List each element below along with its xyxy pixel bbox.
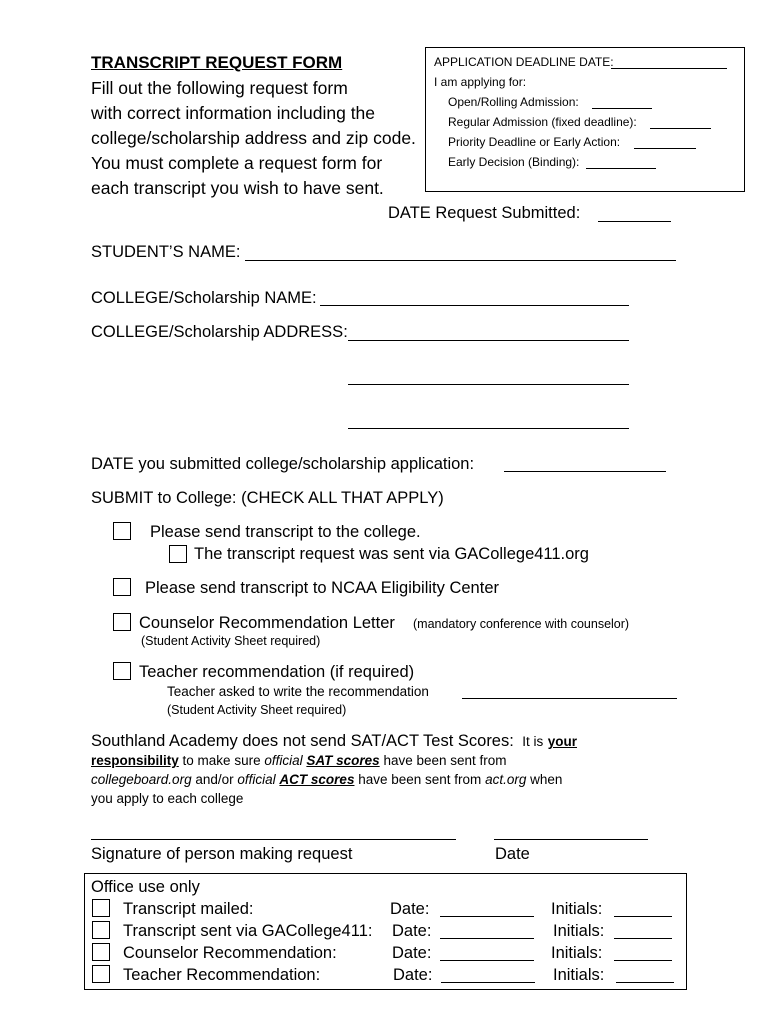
actorg-text: act.org [485,772,527,787]
scores-heading: Southland Academy does not send SAT/ACT Test Scores: [91,732,514,750]
office-row-date-label: Date: [390,900,430,918]
early-decision-label: Early Decision (Binding): [448,155,580,169]
instruction-line: You must complete a request form for [91,153,383,173]
signature-date-field[interactable] [494,839,648,840]
form-title: TRANSCRIPT REQUEST FORM [91,53,343,72]
submit-heading: SUBMIT to College: (CHECK ALL THAT APPLY) [91,489,444,507]
priority-deadline-label: Priority Deadline or Early Action: [448,135,621,149]
office-row-date-label: Date: [392,922,432,940]
signature-label: Signature of person making request [91,845,353,863]
deadline-label: APPLICATION DEADLINE DATE: [434,55,614,69]
college-address-label: COLLEGE/Scholarship ADDRESS: [91,323,348,341]
your-text: your [547,734,578,749]
counselor-sub: (Student Activity Sheet required) [141,634,321,648]
regular-admission-label: Regular Admission (fixed deadline): [448,115,637,129]
gacollege-checkbox[interactable] [169,545,187,563]
office-row-initials-field[interactable] [614,960,672,961]
instruction-line: Fill out the following request form [91,78,348,98]
teacher-name-field[interactable] [462,698,677,699]
instruction-line: college/scholarship address and zip code. [91,128,416,148]
send-college-checkbox[interactable] [113,522,131,540]
college-address-field-1[interactable] [348,340,629,341]
open-rolling-label: Open/Rolling Admission: [448,95,579,109]
regular-admission-field[interactable] [650,128,711,129]
official-text: official [264,753,303,768]
teacher-asked-label: Teacher asked to write the recommendation [167,684,429,699]
office-row-initials-label: Initials: [551,944,603,962]
office-row-date-field[interactable] [441,982,535,983]
official-text: official [237,772,276,787]
counselor-note: (mandatory conference with counselor) [413,617,630,631]
collegeboard-text: collegeboard.org [91,772,192,787]
teacher-sub: (Student Activity Sheet required) [167,703,347,717]
office-heading: Office use only [91,878,200,896]
application-date-label: DATE you submitted college/scholarship application: [91,455,475,473]
make-sure-text: to make sure [182,753,261,768]
student-name-label: STUDENT’S NAME: [91,243,241,261]
office-row-label: Counselor Recommendation: [123,944,337,962]
teacher-checkbox[interactable] [113,662,131,680]
teacher-label: Teacher recommendation (if required) [139,663,415,681]
date-submitted-field[interactable] [598,221,671,222]
office-row-initials-field[interactable] [616,982,674,983]
signature-field[interactable] [91,839,456,840]
instruction-line: with correct information including the [91,103,376,123]
priority-deadline-field[interactable] [634,148,696,149]
open-rolling-field[interactable] [592,108,652,109]
college-name-label: COLLEGE/Scholarship NAME: [91,289,317,307]
college-name-field[interactable] [320,305,629,306]
scores-line-3 [91,772,562,787]
office-checkbox[interactable] [92,921,110,939]
instruction-line: each transcript you wish to have sent. [91,178,384,198]
office-row-initials-label: Initials: [553,966,605,984]
student-name-field[interactable] [245,260,676,261]
scores-line-1 [91,732,577,751]
date-submitted-label: DATE Request Submitted: [388,204,581,222]
scores-line-4: you apply to each college [91,791,244,806]
counselor-label: Counselor Recommendation Letter [139,614,395,632]
it-is-text: It is [522,734,544,749]
when-text: when [530,772,563,787]
office-checkbox[interactable] [92,899,110,917]
office-row-initials-label: Initials: [553,922,605,940]
responsibility-text: responsibility [91,753,179,768]
ncaa-label: Please send transcript to NCAA Eligibility Center [145,579,499,597]
office-row-label: Teacher Recommendation: [123,966,321,984]
applying-for-label: I am applying for: [434,75,527,89]
send-college-label: Please send transcript to the college. [150,523,421,541]
office-row-date-field[interactable] [440,960,534,961]
counselor-checkbox[interactable] [113,613,131,631]
signature-date-label: Date [495,845,530,863]
office-row-initials-field[interactable] [614,938,672,939]
college-address-field-3[interactable] [348,428,629,429]
office-row-initials-field[interactable] [614,916,672,917]
sent-from-text: have been sent from [358,772,482,787]
early-decision-field[interactable] [586,168,656,169]
sent-from-text: have been sent from [383,753,507,768]
office-row-date-label: Date: [393,966,433,984]
ncaa-checkbox[interactable] [113,578,131,596]
office-row-date-field[interactable] [440,938,534,939]
office-row-label: Transcript mailed: [123,900,254,918]
andor-text: and/or [195,772,234,787]
office-checkbox[interactable] [92,965,110,983]
office-checkbox[interactable] [92,943,110,961]
office-row-date-field[interactable] [440,916,534,917]
act-scores-text: ACT scores [279,772,355,787]
office-row-date-label: Date: [392,944,432,962]
application-date-field[interactable] [504,471,666,472]
gacollege-label: The transcript request was sent via GACollege411.org [194,545,589,563]
deadline-field[interactable] [611,68,727,69]
sat-scores-text: SAT scores [306,753,380,768]
office-row-label: Transcript sent via GACollege411: [123,922,373,940]
office-row-initials-label: Initials: [551,900,603,918]
college-address-field-2[interactable] [348,384,629,385]
scores-line-2 [91,753,507,768]
